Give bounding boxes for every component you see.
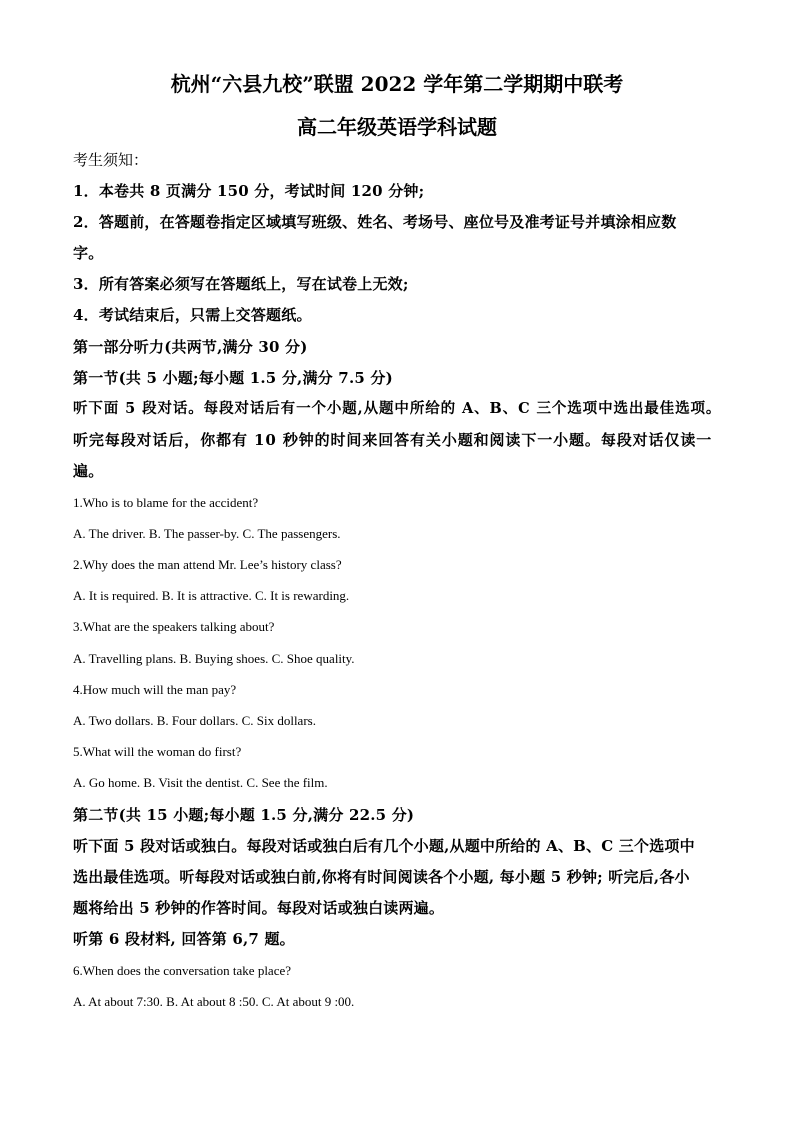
notice-item-4: 4．考试结束后，只需上交答题纸。	[73, 306, 312, 324]
section1-heading: 第一节(共 5 小题;每小题 1.5 分,满分 7.5 分)	[73, 369, 393, 387]
section2-heading: 第二节(共 15 小题;每小题 1.5 分,满分 22.5 分)	[73, 806, 415, 824]
material-6-heading: 听第 6 段材料, 回答第 6,7 题。	[73, 930, 295, 948]
question-6-options: A. At about 7:30. B. At about 8 :50. C. At about 9 :00.	[73, 994, 355, 1009]
question-3-options: A. Travelling plans. B. Buying shoes. C. Shoe quality.	[73, 651, 355, 666]
part1-heading: 第一部分听力(共两节,满分 30 分)	[73, 338, 308, 356]
question-5: 5.What will the woman do first?	[73, 744, 242, 759]
exam-title: 杭州“六县九校”联盟 2022 学年第二学期期中联考	[170, 72, 624, 96]
question-3: 3.What are the speakers talking about?	[73, 619, 275, 634]
section1-instructions-end: 遍。	[73, 462, 104, 480]
section2-instructions-continued: 选出最佳选项。听每段对话或独白前,你将有时间阅读各个小题, 每小题 5 秒钟; 听完后,各小	[73, 868, 690, 886]
section1-instructions: 听下面 5 段对话。每段对话后有一个小题,从题中所给的 A、B、C 三个选项中选出最佳选项。	[73, 400, 722, 417]
question-2: 2.Why does the man attend Mr. Lee’s history class?	[73, 557, 342, 572]
question-2-options: A. It is required. B. It is attractive. C. It is rewarding.	[73, 588, 350, 603]
question-4: 4.How much will the man pay?	[73, 682, 237, 697]
notice-item-2: 2．答题前，在答题卷指定区域填写班级、姓名、考场号、座位号及准考证号并填涂相应数	[73, 213, 677, 231]
section2-instructions: 听下面 5 段对话或独白。每段对话或独白后有几个小题,从题中所给的 A、B、C 三个选项中	[73, 837, 695, 855]
notice-item-2-continued: 字。	[73, 244, 104, 262]
question-1: 1.Who is to blame for the accident?	[73, 495, 259, 510]
notice-item-1: 1．本卷共 8 页满分 150 分，考试时间 120 分钟;	[73, 182, 425, 200]
question-5-options: A. Go home. B. Visit the dentist. C. See the film.	[73, 775, 328, 790]
exam-subtitle: 高二年级英语学科试题	[297, 115, 497, 139]
question-6: 6.When does the conversation take place?	[73, 963, 292, 978]
notice-item-3: 3．所有答案必须写在答题纸上，写在试卷上无效;	[73, 275, 409, 293]
question-4-options: A. Two dollars. B. Four dollars. C. Six dollars.	[73, 713, 316, 728]
question-1-options: A. The driver. B. The passer-by. C. The passengers.	[73, 526, 341, 541]
notice-heading: 考生须知：	[73, 151, 149, 169]
section1-instructions-continued: 听完每段对话后，你都有 10 秒钟的时间来回答有关小题和阅读下一小题。每段对话仅读一	[73, 431, 713, 449]
section2-instructions-end: 题将给出 5 秒钟的作答时间。每段对话或独白读两遍。	[73, 899, 445, 917]
